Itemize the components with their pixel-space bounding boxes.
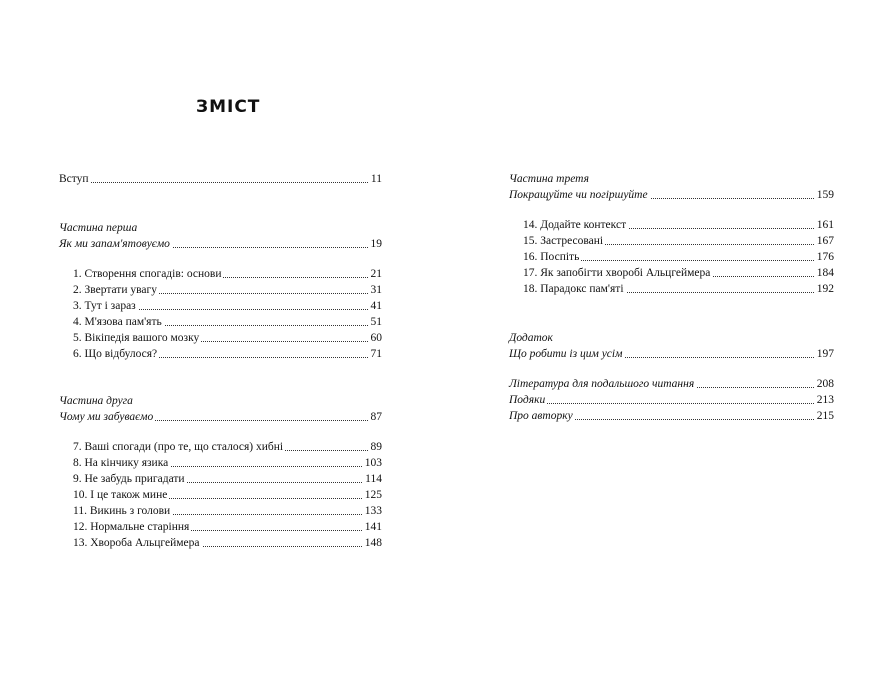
entry-page: 133: [364, 505, 382, 517]
entry-page: 197: [816, 348, 834, 360]
entry-title: Що робити із цим усім: [509, 348, 623, 360]
page-title: ЗМІСТ: [196, 97, 261, 117]
entry-page: 11: [370, 173, 382, 185]
entry-page: 71: [370, 348, 382, 360]
entry-title: 11. Викинь з голови: [73, 505, 171, 517]
toc-entry-chapter[interactable]: [523, 265, 834, 281]
entry-title: Про авторку: [509, 410, 573, 422]
toc-entry-chapter[interactable]: [523, 233, 834, 249]
entry-title: 15. Застресовані: [523, 235, 604, 247]
entry-page: 148: [364, 537, 382, 549]
entry-page: 60: [370, 332, 382, 344]
part3-label: Частина третя: [509, 173, 589, 185]
entry-title: 12. Нормальне старіння: [73, 521, 190, 533]
entry-title: 3. Тут і зараз: [73, 300, 136, 312]
entry-title: Подяки: [509, 394, 546, 406]
part3-subtitle[interactable]: [509, 187, 834, 203]
entry-title: 5. Вікіпедія вашого мозку: [73, 332, 200, 344]
toc-entry-chapter[interactable]: [73, 487, 382, 503]
toc-entry-chapter[interactable]: [73, 439, 382, 455]
entry-page: 184: [816, 267, 834, 279]
toc-entry-intro[interactable]: [59, 171, 382, 187]
toc-entry-chapter[interactable]: [523, 217, 834, 233]
entry-title: Покращуйте чи погіршуйте: [509, 189, 648, 201]
entry-page: 167: [816, 235, 834, 247]
entry-title: 18. Парадокс пам'яті: [523, 283, 624, 295]
toc-entry-backmatter[interactable]: [509, 376, 834, 392]
part1-subtitle[interactable]: [59, 236, 382, 252]
part1-label: Частина перша: [59, 222, 138, 234]
toc-right-column: [509, 171, 834, 424]
toc-entry-backmatter[interactable]: [509, 392, 834, 408]
toc-entry-chapter[interactable]: [73, 282, 382, 298]
entry-page: 141: [364, 521, 382, 533]
toc-entry-chapter[interactable]: [73, 471, 382, 487]
entry-title: 8. На кінчику язика: [73, 457, 169, 469]
entry-title: 1. Створення спогадів: основи: [73, 268, 222, 280]
toc-entry-chapter[interactable]: [73, 266, 382, 282]
appendix-subtitle[interactable]: [509, 346, 834, 362]
dot-leader: [509, 403, 834, 404]
entry-page: 213: [816, 394, 834, 406]
entry-page: 103: [364, 457, 382, 469]
entry-title: 6. Що відбулося?: [73, 348, 158, 360]
entry-page: 51: [370, 316, 382, 328]
toc-entry-backmatter[interactable]: [509, 408, 834, 424]
toc-entry-chapter[interactable]: [73, 503, 382, 519]
entry-title: 16. Поспіть: [523, 251, 580, 263]
entry-page: 41: [370, 300, 382, 312]
entry-page: 176: [816, 251, 834, 263]
entry-page: 21: [370, 268, 382, 280]
entry-title: 10. І це також мине: [73, 489, 168, 501]
entry-page: 31: [370, 284, 382, 296]
dot-leader: [59, 182, 382, 183]
entry-page: 114: [365, 473, 382, 485]
toc-entry-chapter[interactable]: [73, 330, 382, 346]
entry-title: 13. Хвороба Альцгеймера: [73, 537, 200, 549]
entry-page: 89: [370, 441, 382, 453]
toc-entry-chapter[interactable]: [73, 535, 382, 551]
entry-page: 19: [370, 238, 382, 250]
entry-page: 215: [816, 410, 834, 422]
toc-entry-chapter[interactable]: [523, 281, 834, 297]
toc-entry-chapter[interactable]: [73, 314, 382, 330]
entry-page: 208: [816, 378, 834, 390]
entry-page: 87: [370, 411, 382, 423]
appendix-label: Додаток: [509, 332, 553, 344]
entry-title: 17. Як запобігти хворобі Альцгеймера: [523, 267, 711, 279]
entry-page: 161: [816, 219, 834, 231]
entry-title: 14. Додайте контекст: [523, 219, 627, 231]
toc-left-column: [59, 171, 382, 551]
entry-title: Вступ: [59, 173, 89, 185]
toc-entry-chapter[interactable]: [73, 519, 382, 535]
entry-page: 192: [816, 283, 834, 295]
entry-title: 4. М'язова пам'ять: [73, 316, 162, 328]
entry-title: Література для подальшого читання: [509, 378, 695, 390]
toc-entry-chapter[interactable]: [73, 455, 382, 471]
entry-title: Чому ми забуваємо: [59, 411, 154, 423]
toc-entry-chapter[interactable]: [73, 346, 382, 362]
entry-title: 9. Не забудь пригадати: [73, 473, 185, 485]
entry-title: 7. Ваші спогади (про те, що сталося) хибні: [73, 441, 284, 453]
toc-entry-chapter[interactable]: [523, 249, 834, 265]
part2-subtitle[interactable]: [59, 409, 382, 425]
entry-page: 125: [364, 489, 382, 501]
entry-title: Як ми запам'ятовуємо: [59, 238, 170, 250]
toc-entry-chapter[interactable]: [73, 298, 382, 314]
entry-page: 159: [816, 189, 834, 201]
entry-title: 2. Звертати увагу: [73, 284, 157, 296]
part2-label: Частина друга: [59, 395, 133, 407]
